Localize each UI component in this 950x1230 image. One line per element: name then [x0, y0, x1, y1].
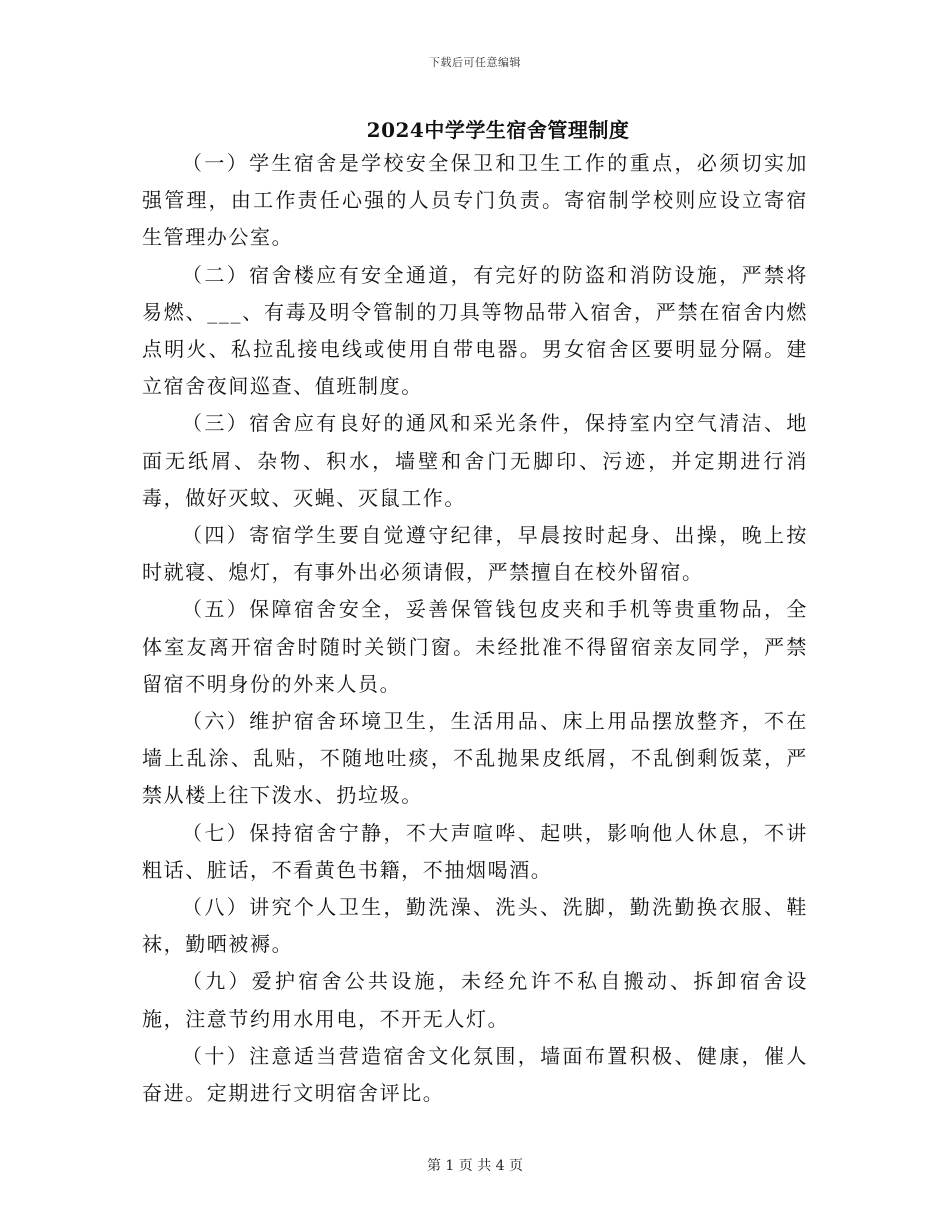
- paragraph-5: （五）保障宿舍安全，妥善保管钱包皮夹和手机等贵重物品，全体室友离开宿舍时随时关锁门窗。未经批准不得留宿亲友同学，严禁留宿不明身份的外来人员。: [142, 597, 808, 696]
- header-note: 下载后可任意编辑: [429, 56, 521, 69]
- paragraph-1: （一）学生宿舍是学校安全保卫和卫生工作的重点，必须切实加强管理，由工作责任心强的人员专门负责。寄宿制学校则应设立寄宿生管理办公室。: [142, 151, 808, 250]
- paragraph-4: （四）寄宿学生要自觉遵守纪律，早晨按时起身、出操，晚上按时就寝、熄灯，有事外出必须请假，严禁擅自在校外留宿。: [142, 523, 808, 585]
- paragraph-10: （十）注意适当营造宿舍文化氛围，墙面布置积极、健康，催人奋进。定期进行文明宿舍评比。: [142, 1043, 808, 1106]
- paragraph-2: （二）宿舍楼应有安全通道，有完好的防盗和消防设施，严禁将易燃、___、有毒及明令管制的刀具等物品带入宿舍，严禁在宿舍内燃点明火、私拉乱接电线或使用自带电器。男女宿舍区要明显分隔。建立宿舍夜间巡查、值班制度。: [142, 262, 808, 399]
- page-number-footer: 第 1 页 共 4 页: [426, 1158, 524, 1174]
- document-body: [142, 145, 808, 1112]
- paragraph-7: （七）保持宿舍宁静，不大声喧哗、起哄，影响他人休息，不讲粗话、脏话，不看黄色书籍，不抽烟喝酒。: [142, 820, 808, 882]
- paragraph-8: （八）讲究个人卫生，勤洗澡、洗头、洗脚，勤洗勤换衣服、鞋袜，勤晒被褥。: [142, 895, 808, 957]
- paragraph-9: （九）爱护宿舍公共设施，未经允许不私自搬动、拆卸宿舍设施，注意节约用水用电，不开无人灯。: [142, 969, 808, 1031]
- paragraph-6: （六）维护宿舍环境卫生，生活用品、床上用品摆放整齐，不在墙上乱涂、乱贴，不随地吐痰，不乱抛果皮纸屑，不乱倒剩饭菜，严禁从楼上往下泼水、扔垃圾。: [142, 709, 808, 808]
- document-title: 2024中学学生宿舍管理制度: [366, 118, 630, 142]
- paragraph-3: （三）宿舍应有良好的通风和采光条件，保持室内空气清洁、地面无纸屑、杂物、积水，墙壁和舍门无脚印、污迹，并定期进行消毒，做好灭蚊、灭蝇、灭鼠工作。: [142, 411, 808, 510]
